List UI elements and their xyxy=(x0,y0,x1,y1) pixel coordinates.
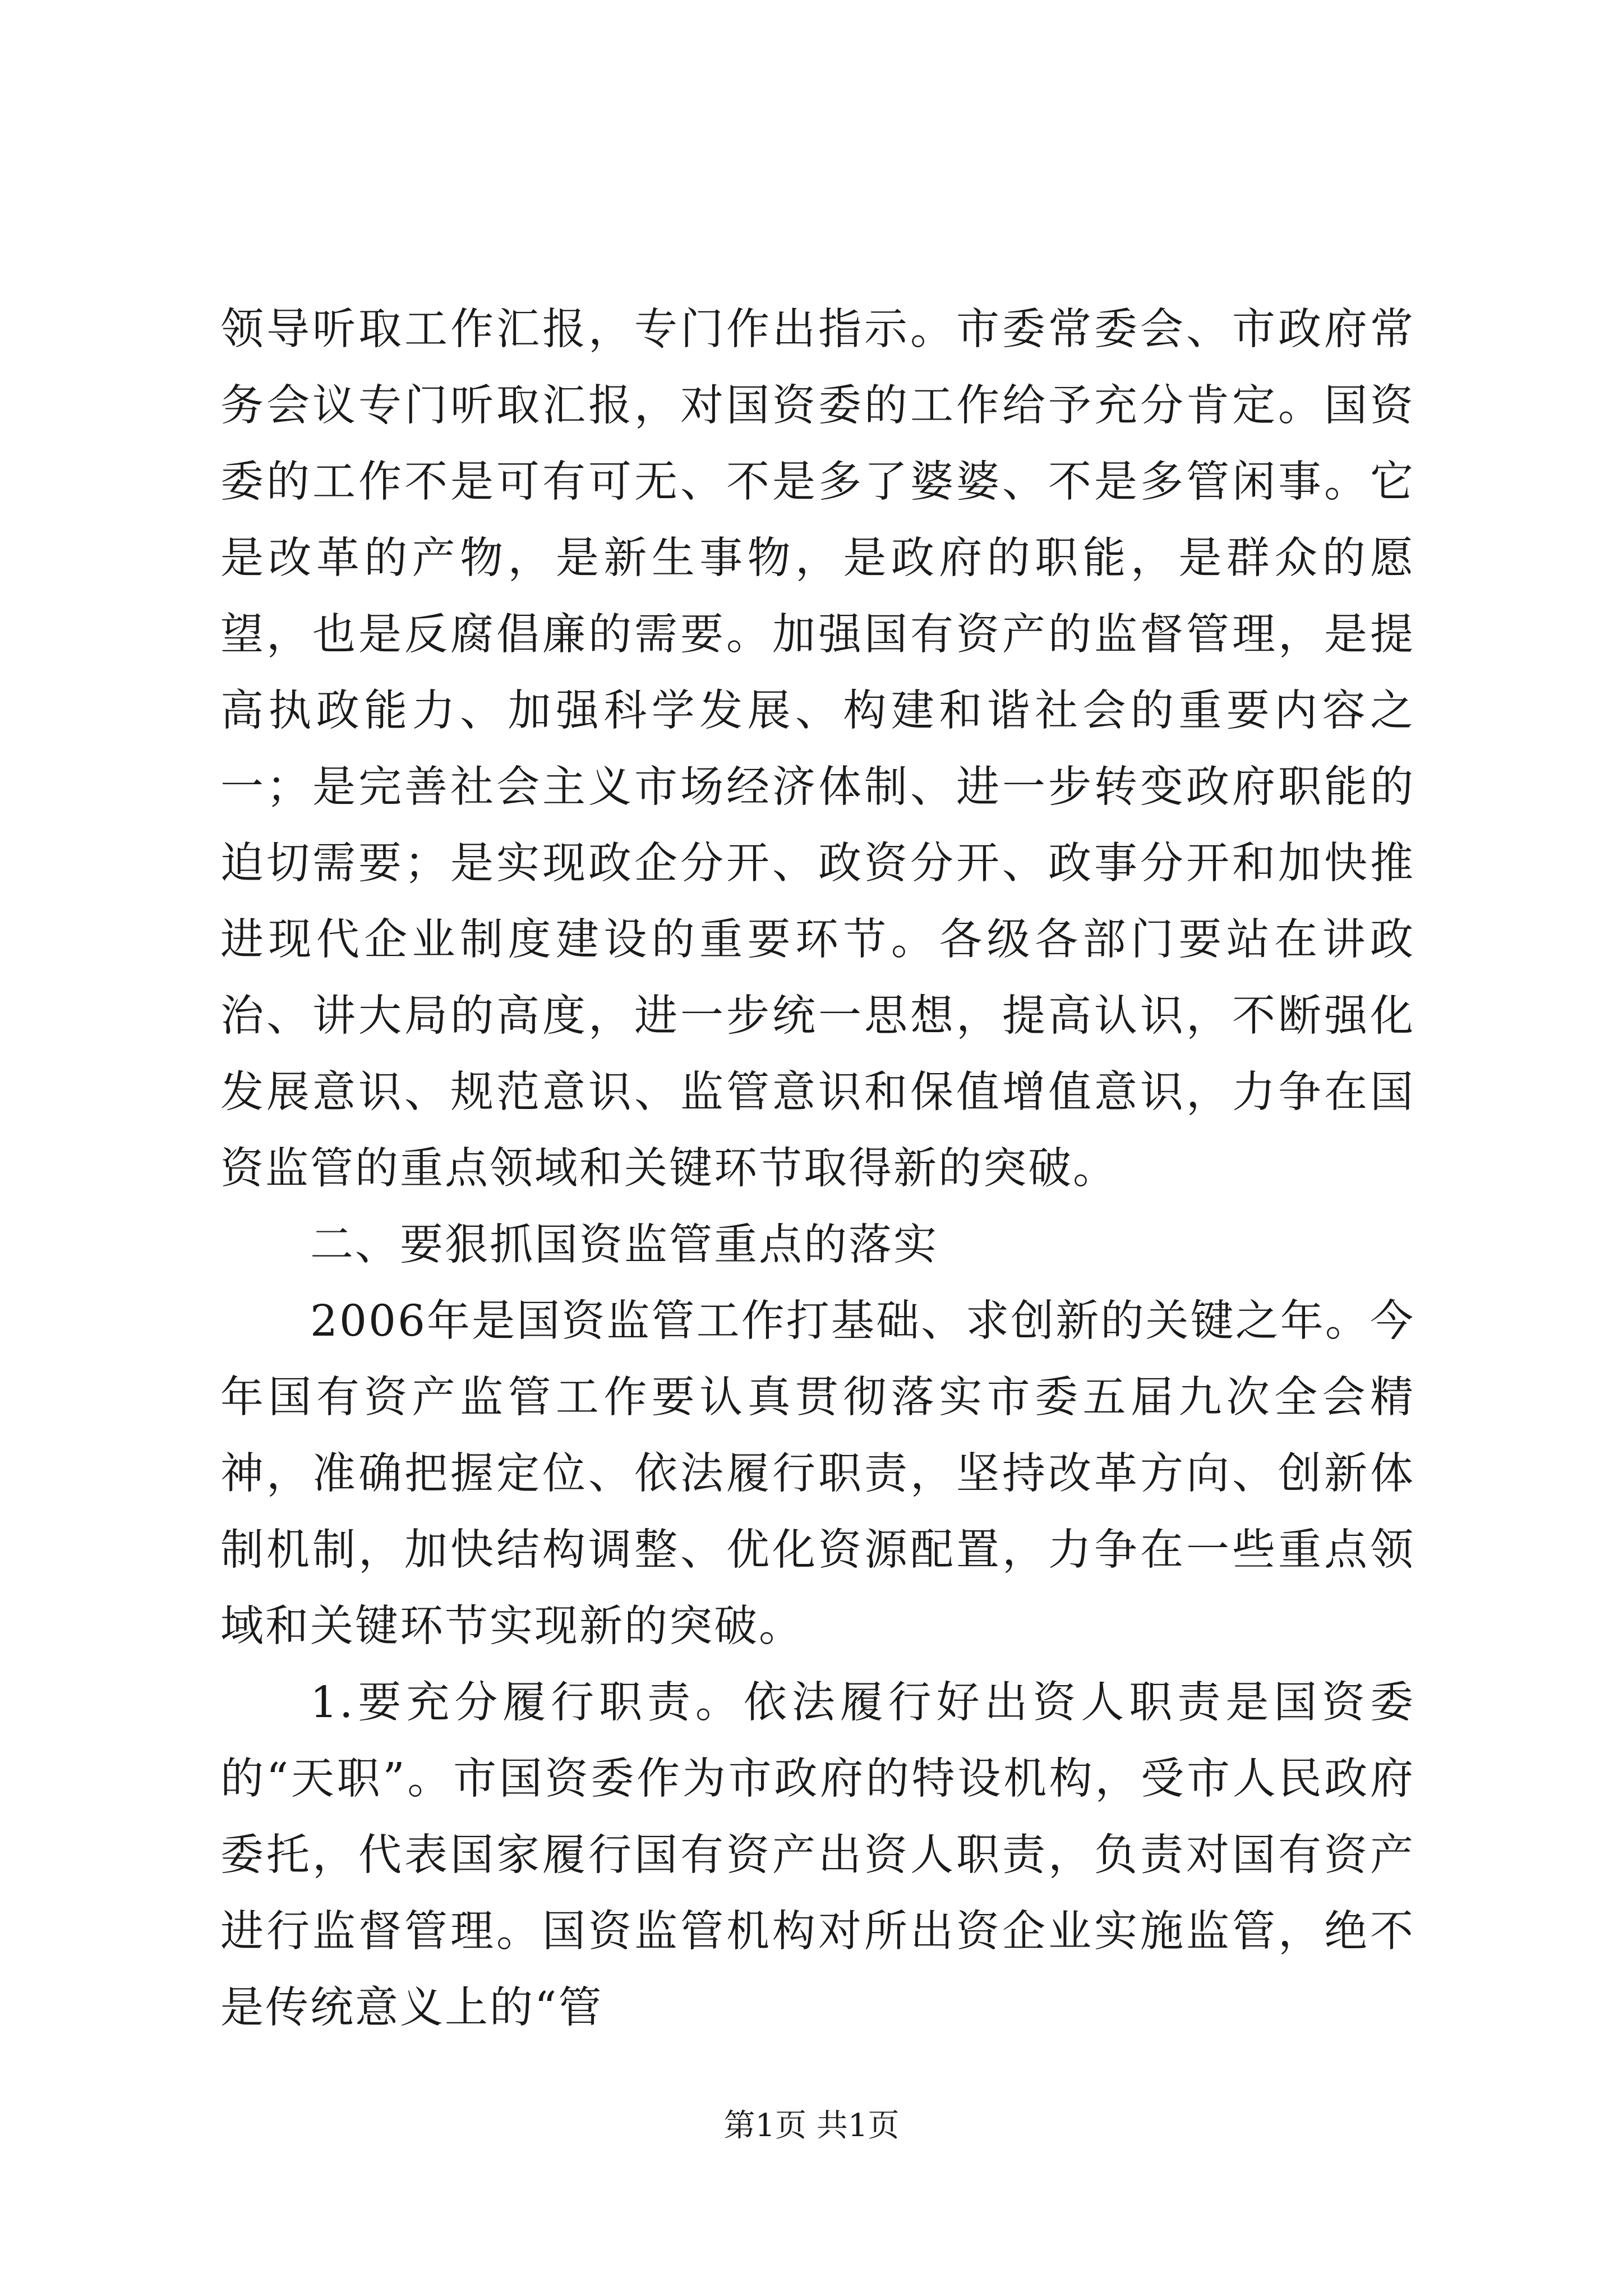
document-body xyxy=(220,292,1415,2046)
section-heading: 二、要狠抓国资监管重点的落实 xyxy=(310,1220,938,1270)
paragraph-3: 1.要充分履行职责。依法履行好出资人职责是国资委的“天职”。市国资委作为市政府的特设机构，受市人民政府委托，代表国家履行国有资产出资人职责，负责对国有资产进行监督管理。国资监管机构对所出资企业实施监管，绝不是传统意义上的“管 xyxy=(220,1678,1415,2033)
paragraph-1: 领导听取工作汇报，专门作出指示。市委常委会、市政府常务会议专门听取汇报，对国资委的工作给予充分肯定。国资委的工作不是可有可无、不是多了婆婆、不是多管闲事。它是改革的产物，是新生事物，是政府的职能，是群众的愿望，也是反腐倡廉的需要。加强国有资产的监督管理，是提高执政能力、加强科学发展、构建和谐社会的重要内容之一；是完善社会主义市场经济体制、进一步转变政府职能的迫切需要；是实现政企分开、政资分开、政事分开和加快推进现代企业制度建设的重要环节。各级各部门要站在讲政治、讲大局的高度，进一步统一思想，提高认识，不断强化发展意识、规范意识、监管意识和保值增值意识，力争在国资监管的重点领域和关键环节取得新的突破。 xyxy=(220,305,1415,1194)
page-footer xyxy=(0,2106,1623,2146)
paragraph-2: 2006年是国资监管工作打基础、求创新的关键之年。今年国有资产监管工作要认真贯彻落实市委五届九次全会精神，准确把握定位、依法履行职责，坚持改革方向、创新体制机制，加快结构调整、优化资源配置，力争在一些重点领域和关键环节实现新的突破。 xyxy=(220,1296,1415,1651)
page-number-label: 第1页 共1页 xyxy=(723,2108,900,2144)
